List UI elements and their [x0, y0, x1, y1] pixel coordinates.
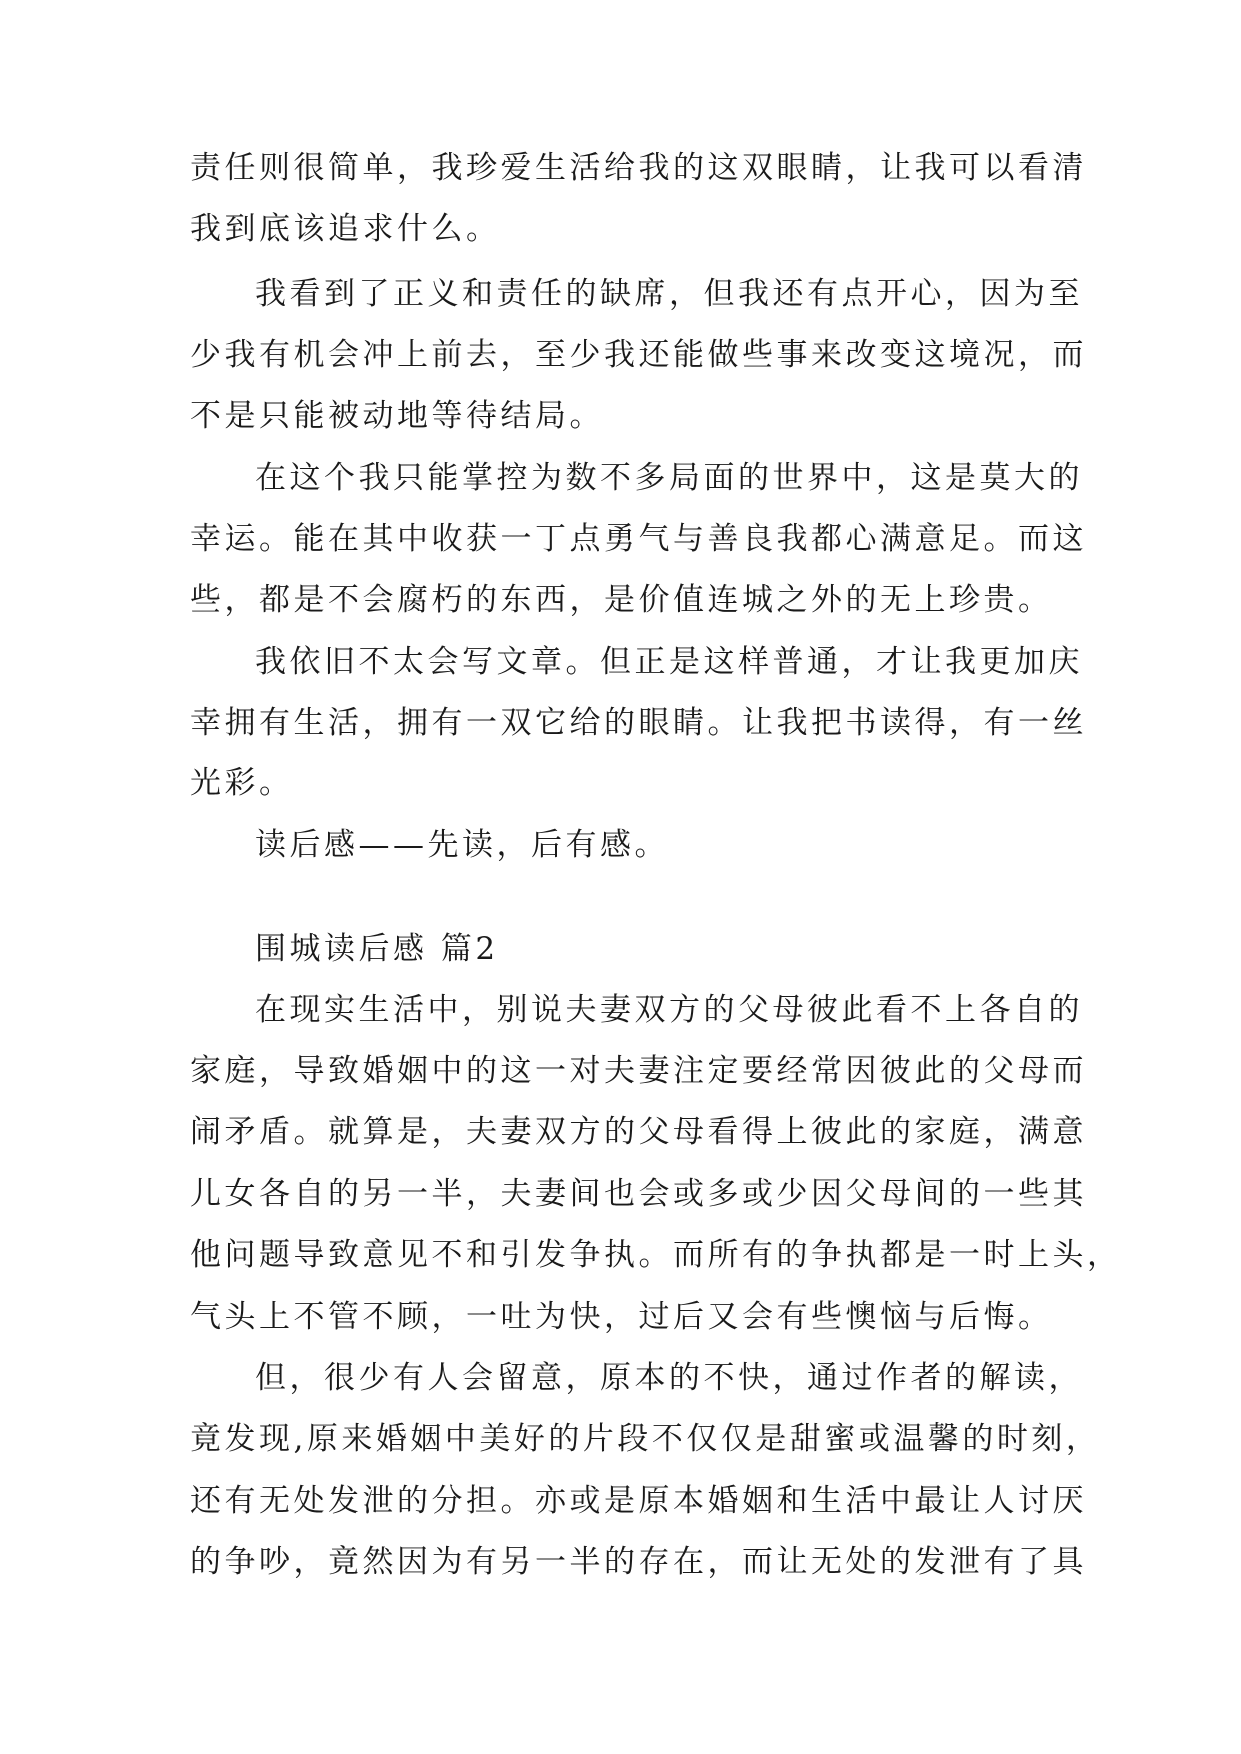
paragraph-line: 我依旧不太会写文章。但正是这样普通，才让我更加庆: [255, 644, 1083, 680]
paragraph-line: 我看到了正义和责任的缺席，但我还有点开心，因为至: [255, 276, 1083, 312]
paragraph-line: 在这个我只能掌控为数不多局面的世界中，这是莫大的: [255, 460, 1083, 496]
paragraph-line: 但，很少有人会留意，原本的不快，通过作者的解读，: [255, 1360, 1083, 1396]
paragraph-line: 我到底该追求什么。: [190, 211, 501, 247]
paragraph-line: 气头上不管不顾，一吐为快，过后又会有些懊恼与后悔。: [190, 1299, 1053, 1335]
paragraph-line: 不是只能被动地等待结局。: [190, 398, 604, 434]
paragraph-line: 些，都是不会腐朽的东西，是价值连城之外的无上珍贵。: [190, 582, 1053, 618]
paragraph-line: 儿女各自的另一半，夫妻间也会或多或少因父母间的一些其: [190, 1176, 1087, 1212]
paragraph-line: 幸运。能在其中收获一丁点勇气与善良我都心满意足。而这: [190, 521, 1087, 557]
paragraph-line: 光彩。: [190, 765, 294, 801]
paragraph-line: 少我有机会冲上前去，至少我还能做些事来改变这境况，而: [190, 337, 1087, 373]
paragraph-line: 幸拥有生活，拥有一双它给的眼睛。让我把书读得，有一丝: [190, 705, 1087, 741]
paragraph-line: 竟发现,原来婚姻中美好的片段不仅仅是甜蜜或温馨的时刻，: [190, 1421, 1101, 1457]
paragraph-line: 责任则很简单，我珍爱生活给我的这双眼睛，让我可以看清: [190, 150, 1087, 186]
paragraph-line: 读后感——先读，后有感。: [255, 827, 669, 863]
paragraph-line: 还有无处发泄的分担。亦或是原本婚姻和生活中最让人讨厌: [190, 1483, 1087, 1519]
paragraph-line: 他问题导致意见不和引发争执。而所有的争执都是一时上头，: [190, 1237, 1122, 1273]
paragraph-line: 闹矛盾。就算是，夫妻双方的父母看得上彼此的家庭，满意: [190, 1114, 1087, 1150]
paragraph-line: 在现实生活中，别说夫妻双方的父母彼此看不上各自的: [255, 992, 1083, 1028]
section-heading: 围城读后感 篇2: [255, 931, 499, 967]
paragraph-line: 家庭，导致婚姻中的这一对夫妻注定要经常因彼此的父母而: [190, 1053, 1087, 1089]
paragraph-line: 的争吵，竟然因为有另一半的存在，而让无处的发泄有了具: [190, 1544, 1087, 1580]
